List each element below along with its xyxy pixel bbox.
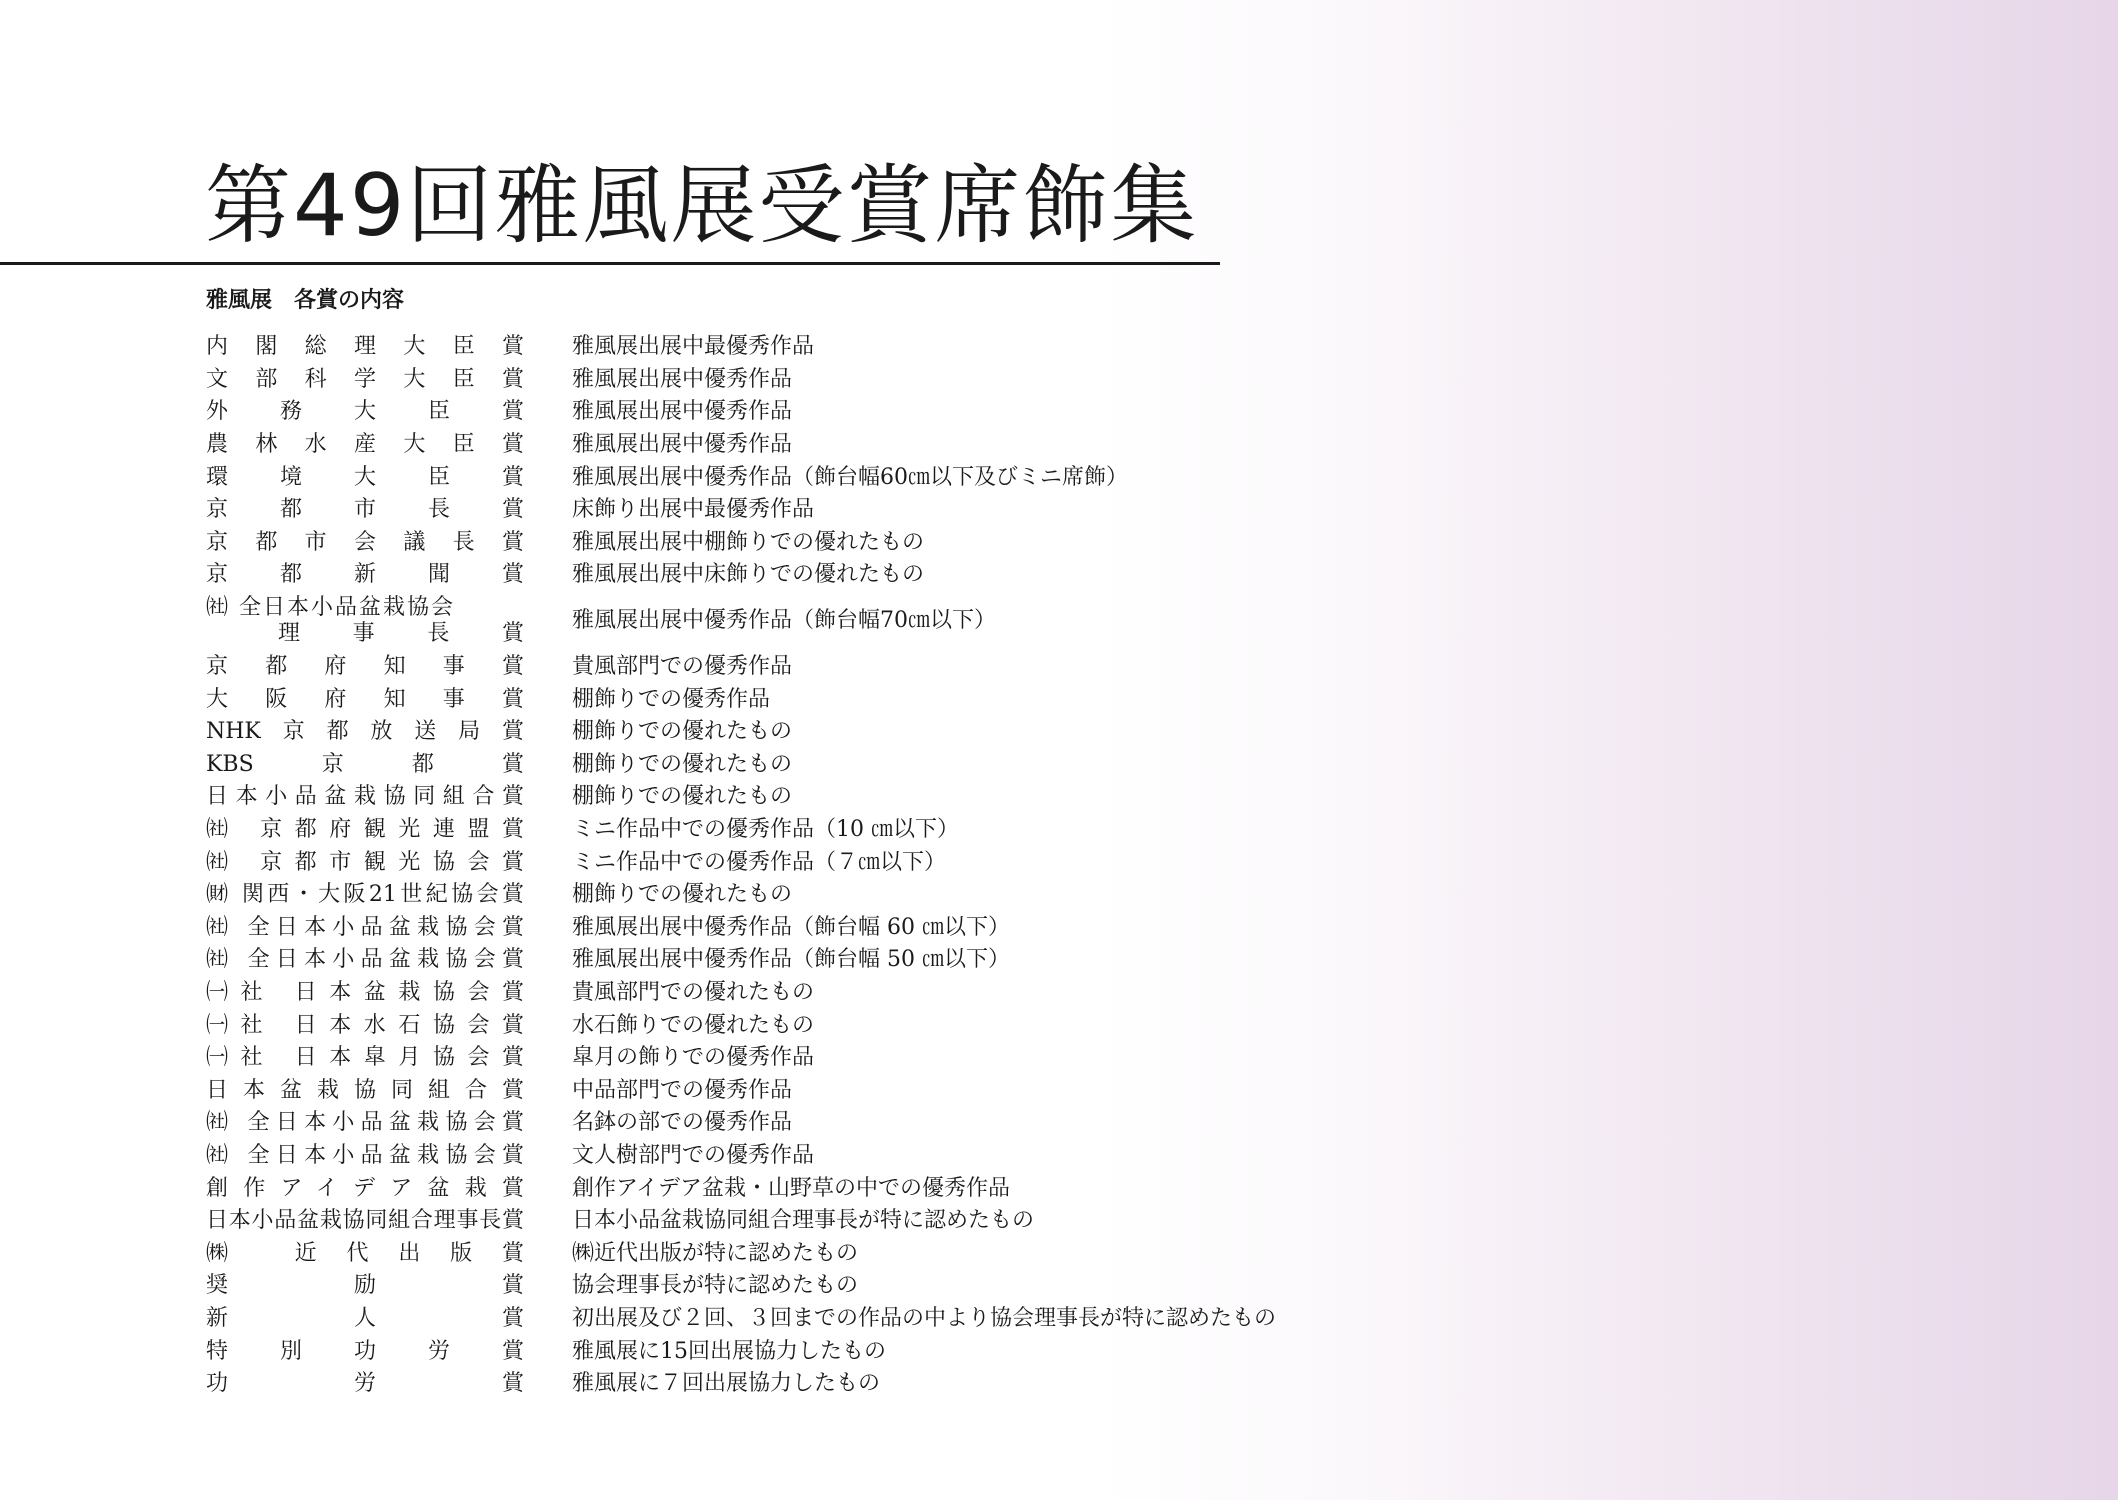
award-description: 雅風展に７回出展協力したもの [572,1371,881,1397]
award-name: 農林水産大臣賞 [206,432,524,458]
award-name: ㈳ 全日本小品盆栽協会賞 [206,1110,524,1136]
award-name: KBS京都賞 [206,751,524,777]
award-row [206,331,1406,364]
award-name: ㈠社 日本盆栽協会賞 [206,979,524,1005]
award-row [206,1140,1406,1173]
section-subtitle: 雅風展 各賞の内容 [206,288,405,313]
award-description: 雅風展出展中床飾りでの優れたもの [572,562,925,588]
award-description: 棚飾りでの優れたもの [572,882,793,908]
award-description: 雅風展出展中最優秀作品 [572,334,815,360]
award-name: 奨励賞 [206,1273,524,1299]
award-description: 文人樹部門での優秀作品 [572,1142,815,1168]
award-description: 棚飾りでの優れたもの [572,719,793,745]
title-divider [0,262,1220,265]
award-row [206,527,1406,560]
award-row [206,429,1406,462]
award-description: 初出展及び２回、３回までの作品の中より協会理事長が特に認めたもの [572,1305,1277,1331]
award-description: 雅風展出展中優秀作品 [572,399,793,425]
award-description: 雅風展出展中優秀作品 [572,366,793,392]
award-row [206,494,1406,527]
award-row [206,879,1406,912]
award-description: 雅風展出展中棚飾りでの優れたもの [572,529,925,555]
award-name: ㈳ 全日本小品盆栽協会賞 [206,947,524,973]
award-row [206,683,1406,716]
award-name: ㈶ 関西・大阪21世紀協会賞 [206,882,524,908]
award-description: 皐月の飾りでの優秀作品 [572,1045,815,1071]
award-list [206,331,1406,1400]
award-name: NHK京都放送局賞 [206,719,524,745]
award-name: ㈠社 日本水石協会賞 [206,1012,524,1038]
award-row [206,1074,1406,1107]
award-row [206,749,1406,782]
award-row [206,1368,1406,1401]
award-description: ミニ作品中での優秀作品（７㎝以下） [572,849,947,875]
award-name: 京都市長賞 [206,497,524,523]
award-name: ㈳ 全日本小品盆栽協会賞 [206,914,524,940]
award-description: 棚飾りでの優秀作品 [572,686,771,712]
award-name: 内閣総理大臣賞 [206,334,524,360]
award-name: 外務大臣賞 [206,399,524,425]
award-name: 日本盆栽協同組合賞 [206,1077,524,1103]
award-row [206,396,1406,429]
award-row [206,364,1406,397]
award-name-line1: ㈳ 全日本小品盆栽協会 [206,595,455,621]
award-description: 雅風展出展中優秀作品（飾台幅70㎝以下） [572,608,996,634]
award-description: 棚飾りでの優れたもの [572,751,793,777]
award-name: 日本小品盆栽協同組合理事長賞 [206,1208,524,1234]
award-name: ㈠社 日本皐月協会賞 [206,1045,524,1071]
award-row [206,1303,1406,1336]
award-name: 創作アイデア盆栽賞 [206,1175,524,1201]
award-description: 雅風展に15回出展協力したもの [572,1338,886,1364]
award-description: 名鉢の部での優秀作品 [572,1110,793,1136]
award-name [206,595,524,647]
award-name-line2: 理事長賞 [278,621,524,647]
award-row [206,977,1406,1010]
award-row [206,592,1406,651]
award-row [206,1270,1406,1303]
award-row [206,1237,1406,1270]
award-description: ミニ作品中での優秀作品（10 ㎝以下） [572,817,959,843]
award-row [206,1172,1406,1205]
award-description: 床飾り出展中最優秀作品 [572,497,815,523]
award-name: ㈳ 京都市観光協会賞 [206,849,524,875]
award-row [206,651,1406,684]
award-name: 特別功労賞 [206,1338,524,1364]
award-row [206,814,1406,847]
award-name: 功労賞 [206,1371,524,1397]
page-title: 第49回雅風展受賞席飾集 [205,156,1199,256]
award-description: 中品部門での優秀作品 [572,1077,793,1103]
award-name: 京都府知事賞 [206,654,524,680]
award-row [206,1107,1406,1140]
award-description: 水石飾りでの優れたもの [572,1012,815,1038]
award-name: 環境大臣賞 [206,464,524,490]
award-row [206,559,1406,592]
award-row [206,1335,1406,1368]
award-description: 棚飾りでの優れたもの [572,784,793,810]
award-row [206,461,1406,494]
award-description: 創作アイデア盆栽・山野草の中での優秀作品 [572,1175,1011,1201]
award-description: 雅風展出展中優秀作品 [572,432,793,458]
award-description: 日本小品盆栽協同組合理事長が特に認めたもの [572,1208,1035,1234]
award-description: 貴風部門での優れたもの [572,979,815,1005]
award-name: 京都市会議長賞 [206,529,524,555]
award-description: 貴風部門での優秀作品 [572,654,793,680]
award-name: ㈳ 全日本小品盆栽協会賞 [206,1142,524,1168]
award-row [206,912,1406,945]
award-name: 京都新聞賞 [206,562,524,588]
award-row [206,781,1406,814]
award-description: 雅風展出展中優秀作品（飾台幅 50 ㎝以下） [572,947,1010,973]
award-name: 文部科学大臣賞 [206,366,524,392]
award-name: 日本小品盆栽協同組合賞 [206,784,524,810]
award-description: ㈱近代出版が特に認めたもの [572,1240,859,1266]
award-name: 大阪府知事賞 [206,686,524,712]
award-row [206,716,1406,749]
award-row [206,1009,1406,1042]
award-row [206,944,1406,977]
award-description: 雅風展出展中優秀作品（飾台幅 60 ㎝以下） [572,914,1010,940]
award-description: 協会理事長が特に認めたもの [572,1273,859,1299]
award-row [206,846,1406,879]
award-row [206,1205,1406,1238]
award-name: ㈳ 京都府観光連盟賞 [206,817,524,843]
award-row [206,1042,1406,1075]
award-name: 新人賞 [206,1305,524,1331]
award-description: 雅風展出展中優秀作品（飾台幅60㎝以下及びミニ席飾） [572,464,1128,490]
award-name: ㈱ 近代出版賞 [206,1240,524,1266]
